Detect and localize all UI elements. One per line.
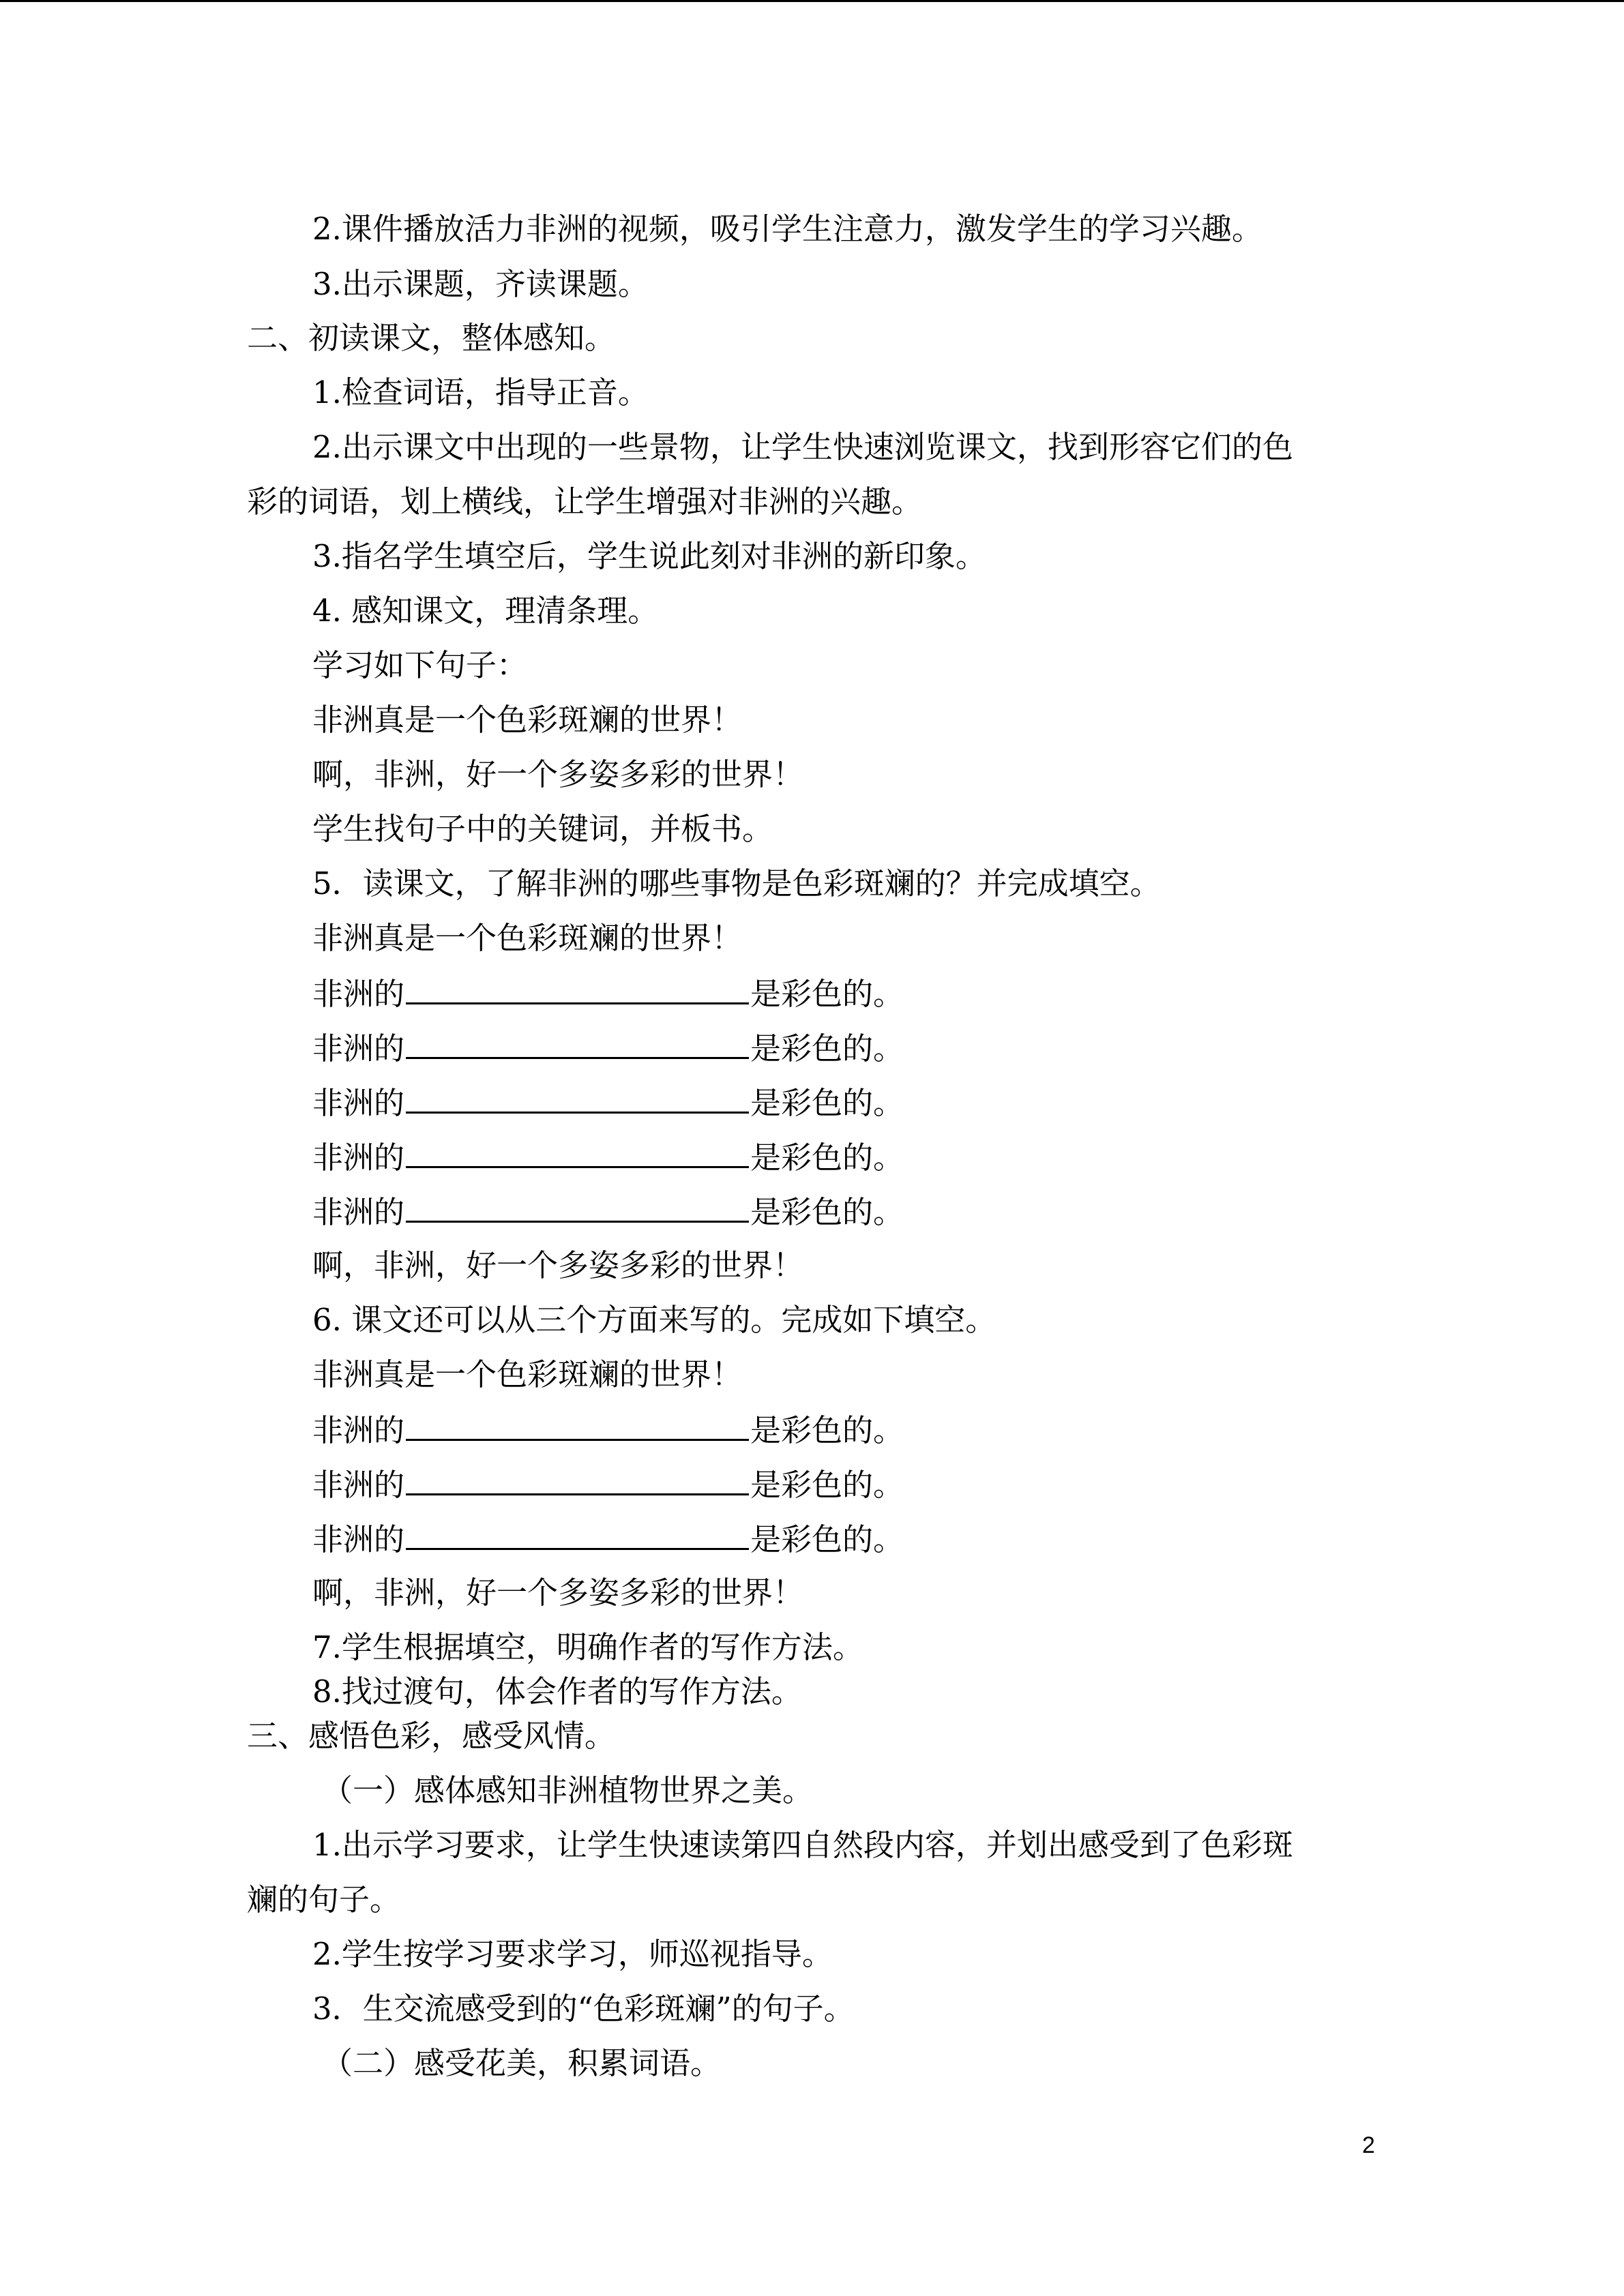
fill-blank-suffix: 是彩色的。	[750, 1467, 904, 1503]
fill-blank-suffix: 是彩色的。	[750, 1085, 904, 1121]
fill-blank-underline	[406, 1463, 749, 1495]
fill-blank-prefix: 非洲的	[312, 1139, 405, 1176]
text-line: 8.找过渡句，体会作者的写作方法。	[312, 1673, 802, 1710]
fill-blank-line	[312, 1027, 904, 1068]
text-line: 2.学生按学习要求学习，师巡视指导。	[312, 1936, 833, 1972]
fill-blank-prefix: 非洲的	[312, 1085, 405, 1121]
text-line: 4. 感知课文，理清条理。	[312, 593, 659, 629]
text-line: 3.出示课题，齐读课题。	[312, 266, 649, 302]
text-line: 啊，非洲，好一个多姿多彩的世界！	[312, 756, 804, 792]
text-line: 彩的词语，划上横线，让学生增强对非洲的兴趣。	[247, 483, 923, 520]
fill-blank-suffix: 是彩色的。	[750, 976, 904, 1012]
fill-blank-prefix: 非洲的	[312, 1521, 405, 1557]
subsection-heading: （二）感受花美，积累词语。	[322, 2045, 722, 2081]
text-line: 非洲真是一个色彩斑斓的世界！	[312, 702, 743, 738]
text-line: 学生找句子中的关键词，并板书。	[312, 811, 773, 847]
text-line: 5．读课文，了解非洲的哪些事物是色彩斑斓的？并完成填空。	[312, 865, 1161, 901]
fill-blank-line	[312, 1082, 904, 1122]
section-heading: 二、初读课文，整体感知。	[247, 320, 616, 356]
fill-blank-line	[312, 1191, 904, 1232]
fill-blank-line	[312, 1463, 904, 1504]
text-line: 1.检查词语，指导正音。	[312, 374, 649, 411]
text-line: 1.出示学习要求，让学生快速读第四自然段内容，并划出感受到了色彩斑	[312, 1827, 1293, 1863]
fill-blank-underline	[406, 1027, 749, 1059]
text-line: 6. 课文还可以从三个方面来写的。完成如下填空。	[312, 1302, 996, 1338]
fill-blank-prefix: 非洲的	[312, 1467, 405, 1503]
text-line: 3．生交流感受到的“色彩斑斓”的句子。	[312, 1991, 855, 2027]
text-line: 啊，非洲，好一个多姿多彩的世界！	[312, 1247, 804, 1283]
page-top-border	[0, 0, 1624, 2]
fill-blank-underline	[406, 1518, 749, 1550]
fill-blank-underline	[406, 1082, 749, 1114]
fill-blank-underline	[406, 1136, 749, 1168]
text-line: 2.课件播放活力非洲的视频，吸引学生注意力，激发学生的学习兴趣。	[312, 211, 1263, 247]
fill-blank-prefix: 非洲的	[312, 976, 405, 1012]
fill-blank-suffix: 是彩色的。	[750, 1412, 904, 1448]
fill-blank-suffix: 是彩色的。	[750, 1030, 904, 1067]
page-number: 2	[1362, 2132, 1375, 2158]
text-line: 7.学生根据填空，明确作者的写作方法。	[312, 1629, 863, 1665]
fill-blank-suffix: 是彩色的。	[750, 1194, 904, 1230]
fill-blank-prefix: 非洲的	[312, 1412, 405, 1448]
fill-blank-line	[312, 1136, 904, 1177]
text-line: 非洲真是一个色彩斑斓的世界！	[312, 1356, 743, 1392]
text-line: 学习如下句子：	[312, 647, 528, 683]
fill-blank-line	[312, 1409, 904, 1450]
subsection-heading: （一）感体感知非洲植物世界之美。	[322, 1772, 814, 1808]
fill-blank-underline	[406, 1191, 749, 1223]
fill-blank-prefix: 非洲的	[312, 1194, 405, 1230]
section-heading: 三、感悟色彩，感受风情。	[247, 1718, 616, 1754]
fill-blank-line	[312, 1518, 904, 1559]
fill-blank-line	[312, 972, 904, 1013]
fill-blank-underline	[406, 972, 749, 1004]
fill-blank-prefix: 非洲的	[312, 1030, 405, 1067]
text-line: 啊，非洲，好一个多姿多彩的世界！	[312, 1575, 804, 1611]
text-line: 非洲真是一个色彩斑斓的世界！	[312, 920, 743, 956]
fill-blank-suffix: 是彩色的。	[750, 1521, 904, 1557]
fill-blank-underline	[406, 1409, 749, 1441]
text-line: 3.指名学生填空后，学生说此刻对非洲的新印象。	[312, 538, 986, 574]
fill-blank-suffix: 是彩色的。	[750, 1139, 904, 1176]
text-line: 斓的句子。	[247, 1881, 401, 1918]
text-line: 2.出示课文中出现的一些景物，让学生快速浏览课文，找到形容它们的色	[312, 429, 1293, 465]
